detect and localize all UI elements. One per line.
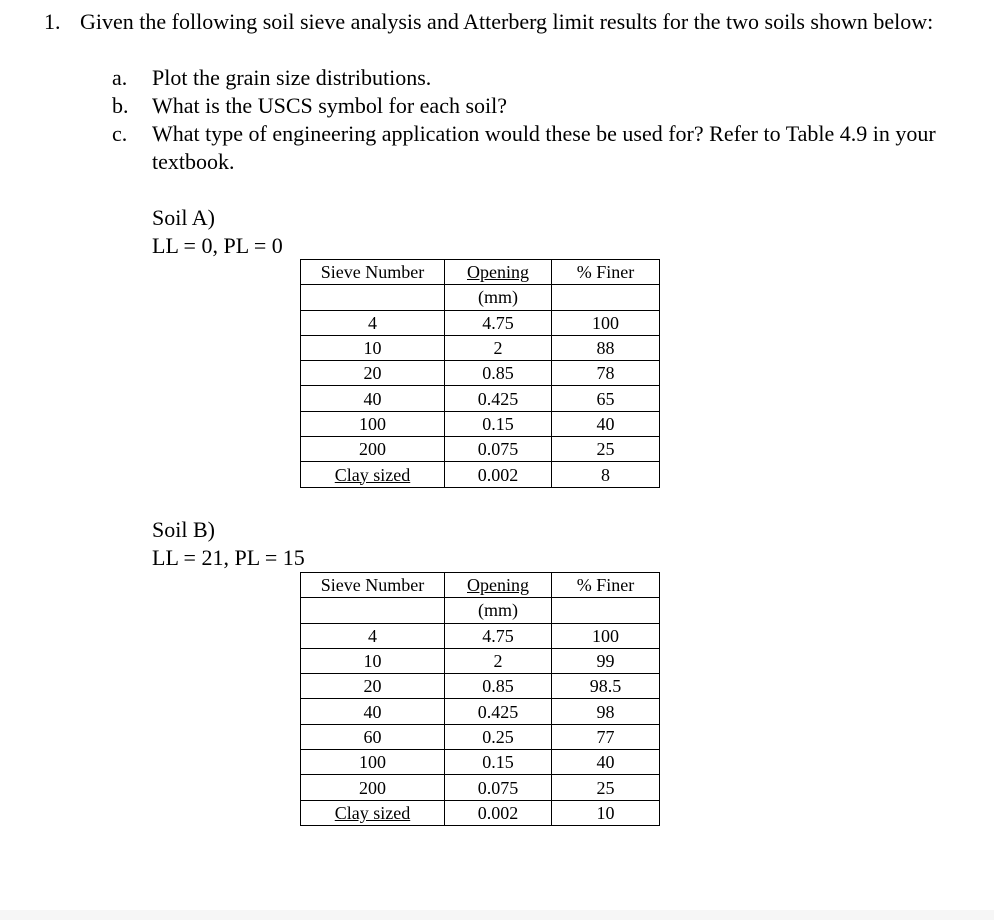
- table-row: [301, 361, 660, 386]
- sieve-cell: 40: [301, 386, 445, 411]
- sieve-number-header: Sieve Number: [301, 260, 445, 285]
- empty-cell: [301, 598, 445, 623]
- table-row: [301, 800, 660, 825]
- table-row: [301, 750, 660, 775]
- opening-cell: 0.15: [445, 411, 552, 436]
- sieve-cell: 4: [301, 623, 445, 648]
- soil-b-limits: LL = 21, PL = 15: [152, 545, 305, 570]
- sieve-cell: 60: [301, 724, 445, 749]
- table-row: [301, 775, 660, 800]
- part-letter: a.: [112, 65, 128, 90]
- empty-cell: [552, 285, 660, 310]
- opening-cell: 0.075: [445, 775, 552, 800]
- sieve-cell: 20: [301, 674, 445, 699]
- sieve-cell: 100: [301, 750, 445, 775]
- soil-a-limits: LL = 0, PL = 0: [152, 233, 283, 258]
- part-letter: c.: [112, 121, 128, 146]
- finer-cell: 40: [552, 750, 660, 775]
- finer-cell: 100: [552, 310, 660, 335]
- opening-cell: 0.075: [445, 437, 552, 462]
- opening-unit-header: (mm): [445, 285, 552, 310]
- sieve-cell: 20: [301, 361, 445, 386]
- page-bottom-edge: [0, 910, 994, 920]
- finer-cell: 10: [552, 800, 660, 825]
- finer-cell: 88: [552, 335, 660, 360]
- finer-cell: 65: [552, 386, 660, 411]
- table-header-row-2: [301, 598, 660, 623]
- opening-cell: 4.75: [445, 310, 552, 335]
- part-text: Plot the grain size distributions.: [152, 65, 432, 90]
- finer-cell: 77: [552, 724, 660, 749]
- finer-cell: 98: [552, 699, 660, 724]
- table-row: [301, 386, 660, 411]
- opening-cell: 0.15: [445, 750, 552, 775]
- opening-cell: 0.85: [445, 674, 552, 699]
- table-header-row-2: [301, 285, 660, 310]
- opening-cell: 0.002: [445, 462, 552, 487]
- soil-b-table: [300, 572, 660, 826]
- table-header-row: [301, 260, 660, 285]
- table-row: [301, 411, 660, 436]
- soil-b-title: Soil B): [152, 517, 215, 542]
- sieve-cell: 100: [301, 411, 445, 436]
- sieve-cell: 10: [301, 335, 445, 360]
- sieve-cell: Clay sized: [301, 800, 445, 825]
- table-row: [301, 648, 660, 673]
- opening-cell: 0.002: [445, 800, 552, 825]
- part-text: What type of engineering application would these be used for? Refer to Table 4.9 in your textbook.: [152, 121, 936, 174]
- finer-cell: 25: [552, 775, 660, 800]
- sieve-cell: 200: [301, 437, 445, 462]
- question-text: Given the following soil sieve analysis and Atterberg limit results for the two soils shown below:: [80, 9, 934, 34]
- sieve-cell: 200: [301, 775, 445, 800]
- table-row: [301, 335, 660, 360]
- opening-header: Opening: [445, 573, 552, 598]
- sieve-cell: Clay sized: [301, 462, 445, 487]
- table-row: [301, 699, 660, 724]
- sieve-cell: 10: [301, 648, 445, 673]
- table-row: [301, 674, 660, 699]
- opening-cell: 0.85: [445, 361, 552, 386]
- table-row: [301, 724, 660, 749]
- opening-cell: 0.425: [445, 699, 552, 724]
- soil-a-title: Soil A): [152, 205, 215, 230]
- finer-cell: 98.5: [552, 674, 660, 699]
- sieve-cell: 4: [301, 310, 445, 335]
- finer-cell: 25: [552, 437, 660, 462]
- soil-a-table: [300, 259, 660, 488]
- finer-cell: 100: [552, 623, 660, 648]
- opening-unit-header: (mm): [445, 598, 552, 623]
- opening-cell: 0.25: [445, 724, 552, 749]
- finer-cell: 8: [552, 462, 660, 487]
- table-row: [301, 462, 660, 487]
- finer-cell: 99: [552, 648, 660, 673]
- table-row: [301, 437, 660, 462]
- opening-cell: 0.425: [445, 386, 552, 411]
- table-header-row: [301, 573, 660, 598]
- finer-header: % Finer: [552, 260, 660, 285]
- opening-cell: 2: [445, 335, 552, 360]
- finer-header: % Finer: [552, 573, 660, 598]
- finer-cell: 78: [552, 361, 660, 386]
- part-text: What is the USCS symbol for each soil?: [152, 93, 508, 118]
- finer-cell: 40: [552, 411, 660, 436]
- question-number: 1.: [44, 9, 61, 34]
- opening-cell: 2: [445, 648, 552, 673]
- empty-cell: [552, 598, 660, 623]
- opening-header: Opening: [445, 260, 552, 285]
- part-letter: b.: [112, 93, 129, 118]
- table-row: [301, 310, 660, 335]
- table-row: [301, 623, 660, 648]
- empty-cell: [301, 285, 445, 310]
- sieve-number-header: Sieve Number: [301, 573, 445, 598]
- opening-cell: 4.75: [445, 623, 552, 648]
- sieve-cell: 40: [301, 699, 445, 724]
